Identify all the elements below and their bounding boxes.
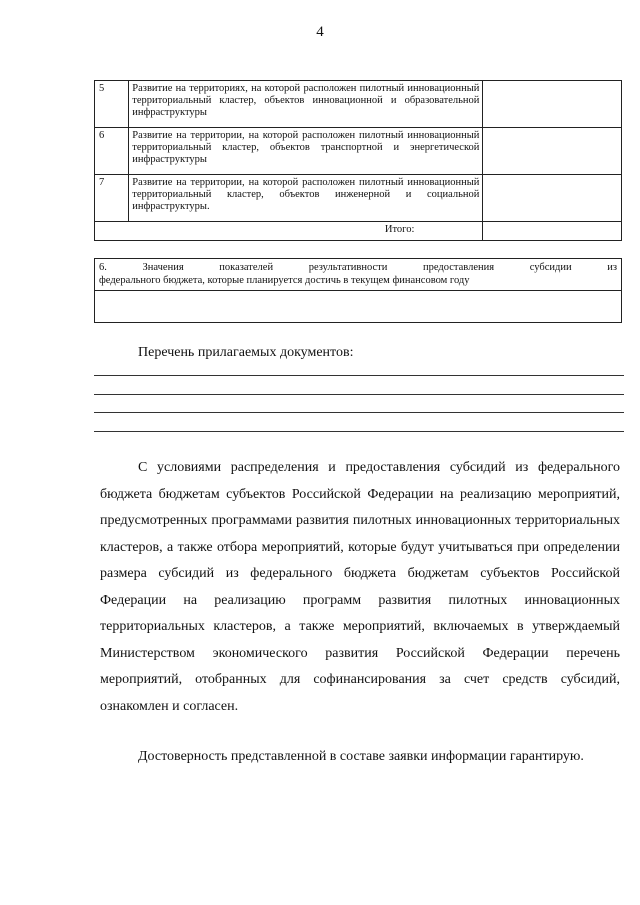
table-row (95, 128, 622, 175)
documents-entry-line[interactable] (94, 394, 624, 395)
row-number: 5 (95, 81, 129, 128)
consent-paragraph: С условиями распределения и предоставления субсидий из федерального бюджета бюджетам субъектов Российской Федерации на реализацию мероприятий, предусмотренных программами развития пилотных инновационных территориальных кластеров, а также отбора мероприятий, которые будут учитываться при определении размера субсидий из федерального бюджета бюджетам субъектов Российской Федерации на реализацию программ развития пилотных инновационных территориальных кластеров, а также мероприятий, включаемых в утверждаемый Министерством экономического развития Российской Федерации перечень мероприятий, отобранных для софинансирования за счет средств субсидий, ознакомлен и согласен. (100, 460, 620, 714)
documents-entry-line[interactable] (94, 375, 624, 376)
row-value-cell[interactable] (483, 128, 622, 175)
section-6-heading-line2: федерального бюджета, которые планируется достичь в текущем финансовом году (99, 275, 470, 286)
total-label: Итого: (95, 222, 483, 241)
row-value-cell[interactable] (483, 81, 622, 128)
table-total-row (95, 222, 622, 241)
row-value-cell[interactable] (483, 175, 622, 222)
heading-word: из (607, 262, 617, 273)
row-number: 7 (95, 175, 129, 222)
row-text: Развитие на территории, на которой расположен пилотный инновационный территориальный кластер, объектов транспортной и энергетической инфраструктуры (129, 128, 483, 175)
documents-entry-line[interactable] (94, 431, 624, 432)
table-row (95, 81, 622, 128)
page-number: 4 (316, 24, 324, 40)
heading-word: субсидии (529, 262, 572, 273)
section-6-box (94, 258, 622, 323)
row-text: Развитие на территориях, на которой расположен пилотный инновационный территориальный кластер, объектов инновационной и образовательной инфраструктуры (129, 81, 483, 128)
row-number: 6 (95, 128, 129, 175)
total-value-cell[interactable] (483, 222, 622, 241)
heading-word: предоставления (423, 262, 495, 273)
heading-word: Значения (142, 262, 184, 273)
section-6-value-field[interactable] (95, 291, 621, 322)
heading-word: результативности (308, 262, 388, 273)
heading-word: 6. (99, 262, 107, 273)
row-text: Развитие на территории, на которой расположен пилотный инновационный территориальный кластер, объектов инженерной и социальной инфраструктуры. (129, 175, 483, 222)
section-6-heading (95, 259, 621, 291)
section-6-heading-line1 (99, 261, 617, 274)
documents-entry-line[interactable] (94, 412, 624, 413)
documents-list-title: Перечень прилагаемых документов: (138, 345, 354, 360)
table-row (95, 175, 622, 222)
measures-table (94, 80, 622, 241)
guarantee-paragraph: Достоверность представленной в составе заявки информации гарантирую. (138, 749, 584, 764)
heading-word: показателей (219, 262, 274, 273)
